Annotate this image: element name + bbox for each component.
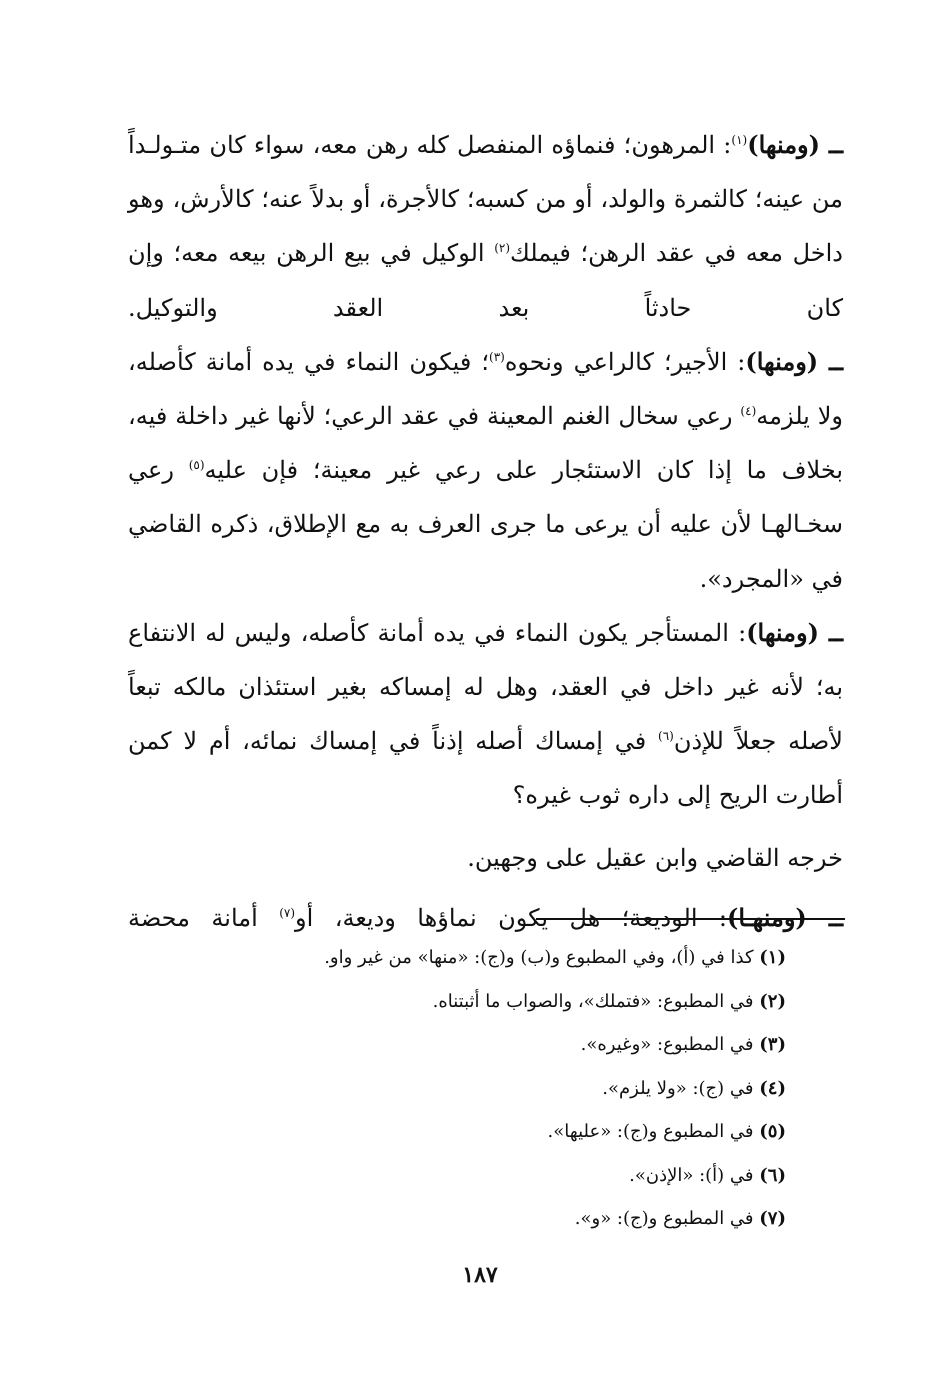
paragraph-text: : الوديعة؛ هل يكون نماؤها وديعة، أو — [295, 903, 727, 932]
paragraph-ajir — [128, 335, 843, 606]
paragraph-khorraja — [128, 831, 843, 885]
footnote-number: (٧) — [759, 1208, 786, 1229]
paragraph-text: : المرهون؛ فنماؤه المنفصل كله رهن معه، سواء كان متـولـداً من عينه؛ كالثمرة والولد، أو من كسبه؛ كالأجرة، أو بدلاً عنه؛ كالأرش، وهو داخل معه في عقد الرهن؛ فيملك — [128, 131, 843, 268]
footnote-item — [200, 1023, 786, 1067]
footnote-number: (٢) — [759, 990, 786, 1012]
footnote-ref: (٥) — [188, 458, 205, 473]
footnote-item — [200, 1110, 786, 1154]
footnote-text: في المطبوع: «وغيره». — [580, 1034, 754, 1055]
paragraph-text: ؛ فيكون النماء في يده أمانة كأصله، ولا يلزمه — [128, 347, 844, 431]
paragraph-text: خرجه القاضي وابن عقيل على وجهين. — [467, 843, 843, 872]
paragraph-text: أمانة محضة — [128, 903, 280, 932]
paragraph-text: في إمساك أصله إذناً في إمساك نمائه، أم لا كمن أطارت الريح إلى داره ثوب غيره؟ — [128, 727, 843, 810]
paragraph-text: : الأجير؛ كالراعي ونحوه — [504, 347, 746, 376]
footnote-item — [200, 1067, 786, 1111]
paragraph-lead: ــ (ومنها) — [747, 130, 843, 159]
footnote-ref: (٢) — [494, 241, 511, 256]
paragraph-text: رعي سخـالهـا لأن عليه أن يرعى ما جرى العرف به مع الإطلاق، ذكره القاضي في «المجرد». — [128, 456, 843, 593]
footnote-divider — [536, 918, 845, 920]
footnote-item — [200, 1197, 786, 1241]
paragraph-text: رعي سخال الغنم المعينة في عقد الرعي؛ لأنها غير داخلة فيه، بخلاف ما إذا كان الاستئجار على رعي غير معينة؛ فإن عليه — [128, 402, 843, 485]
paragraph-text: : المستأجر يكون النماء في يده أمانة كأصله، وليس له الانتفاع به؛ لأنه غير داخل في العقد، وهل له إمساكه بغير استئذان مالكه تبعاً لأصله جعلاً للإذن — [128, 618, 843, 756]
paragraph-marhun — [128, 118, 843, 335]
paragraph-lead: ــ (ومنها) — [746, 617, 843, 647]
main-text-body — [128, 118, 843, 945]
paragraph-lead: ــ (ومنهـا) — [726, 902, 843, 932]
footnote-text: في المطبوع: «فتملك»، والصواب ما أثبتناه. — [432, 990, 754, 1012]
footnote-text: في المطبوع و(ج): «عليها». — [547, 1121, 754, 1142]
footnote-text: في (ج): «ولا يلزم». — [602, 1077, 754, 1099]
footnote-number: (١) — [759, 947, 786, 968]
footnote-text: في المطبوع و(ج): «و». — [574, 1208, 754, 1229]
paragraph-text: الوكيل في بيع الرهن بيعه معه؛ وإن كان حادثاً بعد العقد والتوكيل. — [128, 239, 843, 322]
footnote-text: كذا في (أ)، وفي المطبوع و(ب) و(ج): «منها» من غير واو. — [324, 947, 754, 968]
footnote-ref: (٤) — [740, 404, 757, 419]
paragraph-mustajir — [128, 606, 843, 823]
footnote-number: (٥) — [759, 1121, 786, 1142]
footnote-item — [200, 1154, 786, 1198]
page-number: ١٨٧ — [462, 1262, 498, 1288]
paragraph-lead: ــ (ومنها) — [745, 346, 844, 376]
footnote-ref: (١) — [731, 133, 748, 147]
footnotes-section — [200, 936, 786, 1241]
footnote-number: (٦) — [759, 1164, 786, 1186]
footnote-ref: (٦) — [658, 729, 674, 744]
footnote-ref: (٧) — [279, 905, 296, 920]
footnote-item — [200, 936, 786, 980]
footnote-text: في (أ): «الإذن». — [629, 1164, 754, 1186]
footnote-number: (٤) — [759, 1077, 786, 1099]
footnote-item — [200, 980, 786, 1024]
footnote-ref: (٣) — [489, 349, 505, 364]
footnote-number: (٣) — [759, 1034, 786, 1055]
